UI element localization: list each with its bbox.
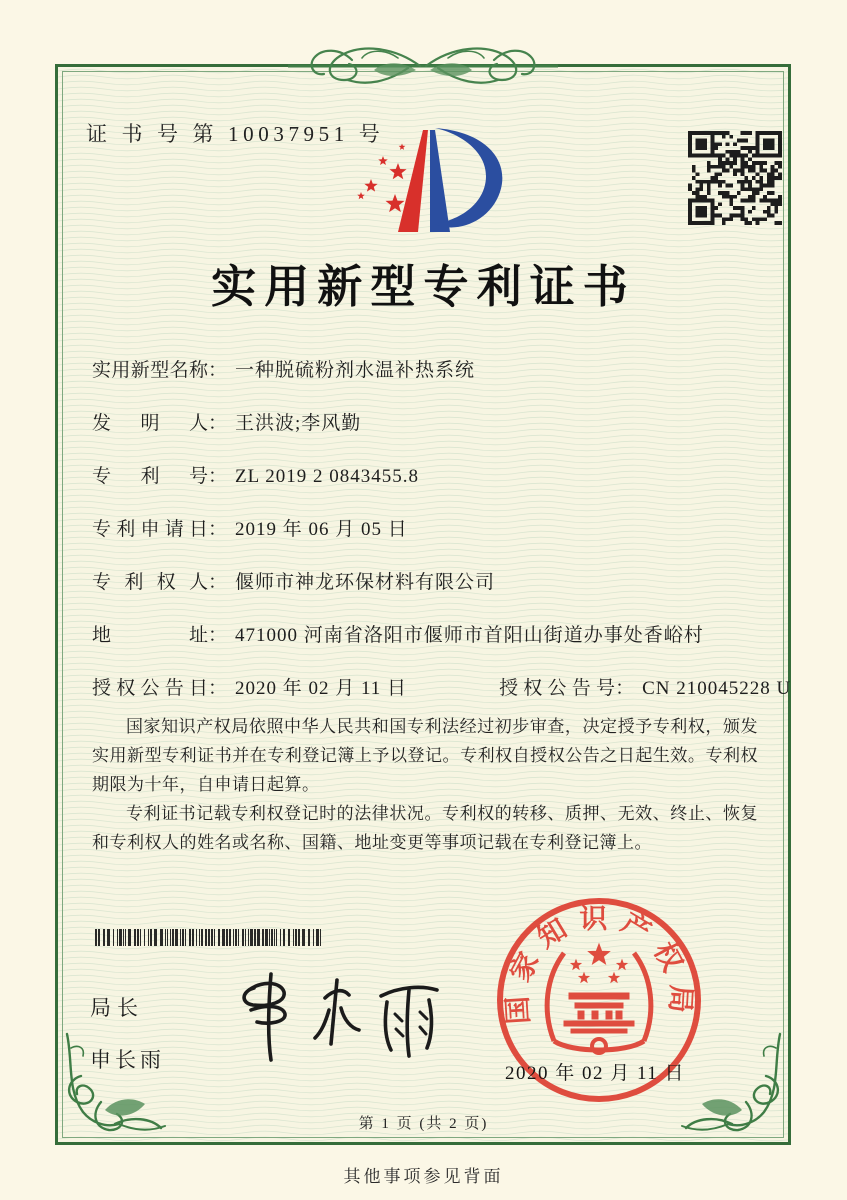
field-value: 471000 河南省洛阳市偃师市首阳山街道办事处香峪村 (235, 625, 704, 646)
field-grant-row (92, 676, 792, 702)
legal-paragraph-1: 国家知识产权局依照中华人民共和国专利法经过初步审查，决定授予专利权，颁发实用新型专利证书并在专利登记簿上予以登记。专利权自授权公告之日起生效。专利权期限为十年，自申请日起算。 (92, 717, 758, 794)
grant-date-label: 授权公告日 (92, 678, 208, 699)
field-patentee (92, 570, 762, 596)
signature-shen-changyu (225, 968, 455, 1063)
field-application-date (92, 517, 762, 543)
qr-code (688, 131, 782, 225)
officer-block (90, 992, 165, 1074)
field-label: 专利申请日 (92, 519, 208, 540)
field-label: 实用新型名称 (92, 360, 208, 381)
cnipa-logo-icon (338, 120, 513, 238)
grant-number-label: 授权公告号 (499, 678, 616, 699)
field-label: 发明人 (92, 413, 208, 434)
national-emblem (547, 944, 651, 1053)
field-value: ZL 2019 2 0843455.8 (235, 466, 420, 487)
label-colon: ： (615, 678, 635, 699)
officer-name: 申长雨 (90, 1048, 165, 1072)
back-side-note: 其他事项参见背面 (343, 1167, 504, 1186)
field-label: 专利号 (92, 466, 208, 487)
label-colon: ： (208, 519, 228, 540)
field-value: 偃师市神龙环保材料有限公司 (235, 572, 496, 593)
grant-number-value: CN 210045228 U (642, 678, 792, 699)
certificate-title: 实用新型专利证书 (211, 262, 636, 312)
page-number: 第 1 页 (共 2 页) (358, 1116, 489, 1132)
legal-text (92, 712, 758, 857)
field-value: 王洪波;李风勤 (235, 413, 362, 434)
label-colon: ： (208, 572, 228, 593)
legal-paragraph-2: 专利证书记载专利权登记时的法律状况。专利权的转移、质押、无效、终止、恢复和专利权人的姓名或名称、国籍、地址变更等事项记载在专利登记簿上。 (92, 804, 758, 852)
field-utility-model-name (92, 358, 762, 384)
label-colon: ： (208, 360, 228, 381)
field-label: 地址 (92, 625, 208, 646)
label-colon: ： (208, 678, 228, 699)
label-colon: ： (208, 466, 228, 487)
field-address (92, 623, 762, 649)
label-colon: ： (208, 413, 228, 434)
field-label: 专利权人 (92, 572, 208, 593)
field-list (92, 358, 792, 702)
grant-date-value: 2020 年 02 月 11 日 (235, 678, 408, 699)
seal-ring-text: 国家知识产权局 (502, 903, 696, 1026)
officer-title: 局长 (90, 996, 144, 1020)
certificate-number: 证 书 号 第 10037951 号 (86, 122, 385, 146)
field-inventors (92, 411, 762, 437)
label-colon: ： (208, 625, 228, 646)
barcode (95, 929, 323, 946)
seal-date: 2020 年 02 月 11 日 (505, 1063, 686, 1084)
field-value: 2019 年 06 月 05 日 (235, 519, 408, 540)
field-value: 一种脱硫粉剂水温补热系统 (235, 360, 476, 381)
field-patent-number (92, 464, 762, 490)
